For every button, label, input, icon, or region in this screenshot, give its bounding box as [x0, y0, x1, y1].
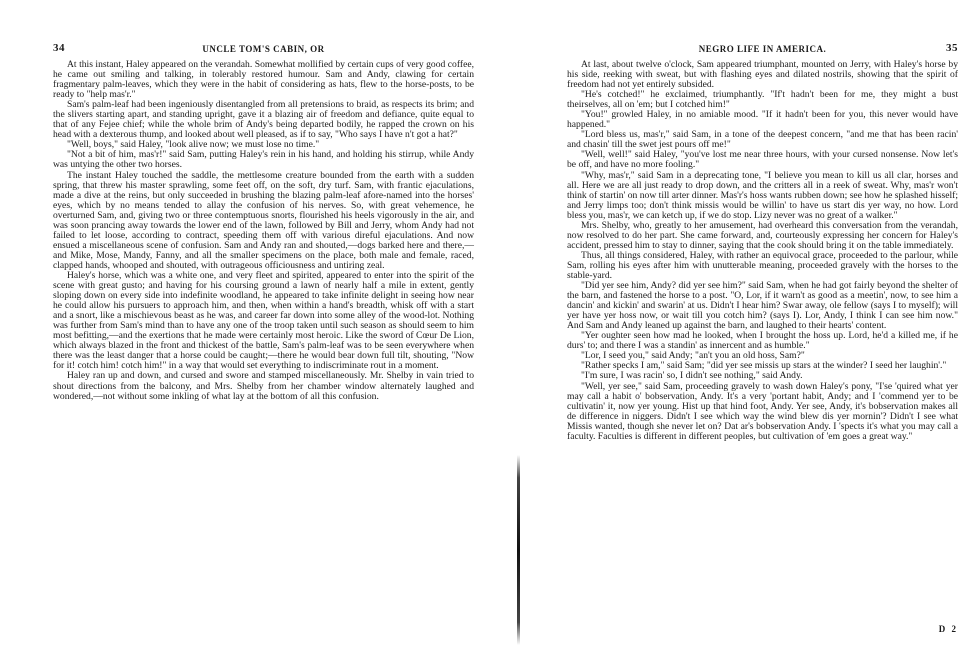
- paragraph: Haley's horse, which was a white one, and very fleet and spirited, appeared to enter into the spirit of the scene with great gusto; and having for his coursing ground a lawn of nearly half a mile in extent, gently sloping down on every side into indefinite woodland, he appeared to take infinite delight in seeing how near he could allow his pursuers to approach him, and then, when within a hand's breadth, whisk off with a start and a snort, like a mischievous beast as he was, and career far down into some alley of the wood-lot. Nothing was further from Sam's mind than to have any one of the troop taken until such season as should seem to him most befitting,—and the exertions that he made were certainly most heroic. Like the sword of Cœur De Lion, which always blazed in the front and thickest of the battle, Sam's palm-leaf was to be seen everywhere when there was the least danger that a horse could be caught;—there he would bear down full tilt, shouting, "Now for it! cotch him! cotch him!" in a way that would set everything to indiscriminate rout in a moment.: [53, 269, 474, 372]
- paragraph: "You!" growled Haley, in no amiable mood. "If it hadn't been for you, this never would have happened.": [567, 109, 958, 131]
- left-running-head: [53, 42, 474, 58]
- paragraph: "Not a bit of him, mas'r!" said Sam, putting Haley's rein in his hand, and holding his stirrup, while Andy was untying the other two horses.: [53, 149, 474, 171]
- paragraph: Haley ran up and down, and cursed and swore and stamped miscellaneously. Mr. Shelby in vain tried to shout directions from the balcony, and Mrs. Shelby from her chamber window alternately laughed and wondered,—not without some inkling of what lay at the bottom of all this confusion.: [53, 370, 474, 402]
- paragraph: "Well, boys," said Haley, "look alive now; we must lose no time.": [67, 139, 320, 151]
- paragraph: "Lor, I seed you," said Andy; "an't you an old hoss, Sam?": [581, 350, 805, 362]
- paragraph: "Did yer see him, Andy? did yer see him?" said Sam, when he had got fairly beyond the shelter of the barn, and fastened the horse to a post. "O, Lor, if it warn't as good as a meetin', now, to see him a dancin' and kickin' and swarin' at us. Didn't I hear him? Swar away, ole fellow (says I to myself); will yer have yer hoss now, or wait till you cotch him? (says I). Lor, Andy, I think I can see him now." And Sam and Andy leaned up against the barn, and laughed to their hearts' content.: [567, 280, 958, 332]
- left-running-title: UNCLE TOM'S CABIN, OR: [202, 44, 325, 54]
- paragraph: "Lord bless us, mas'r," said Sam, in a tone of the deepest concern, "and me that has been racin' and chasin' till the swet jest pours off me!": [567, 129, 958, 151]
- signature-mark: D 2: [938, 624, 958, 634]
- right-page: [490, 0, 980, 667]
- paragraph: "Yer oughter seen how mad he looked, when I brought the hoss up. Lord, he'd a killed me, if he durs' to; and there I was a standin' as innercent and as humble.": [567, 330, 958, 352]
- paragraph: At this instant, Haley appeared on the verandah. Somewhat mollified by certain cups of very good coffee, he came out smiling and talking, in tolerably restored humour. Sam and Andy, clawing for certain fragmentary palm-leaves, which they were in the habit of considering as hats, flew to the horse-posts, to be ready to "help mas'r.": [53, 59, 474, 101]
- paragraph: "Well, yer see," said Sam, proceeding gravely to wash down Haley's pony, "I'se 'quired what yer may call a habit o' bobservation, Andy. It's a very 'portant habit, Andy; and I 'commend yer to be cultivatin' it, now yer young. Hist up that hind foot, Andy. Yer see, Andy, it's bobservation makes all de difference in niggers. Didn't I see which way the wind blew dis yer mornin'? Didn't I see what Missis wanted, though she never let on? Dat ar's bobservation Andy. I 'spects it's what you may call a faculty. Faculties is different in different peoples, but cultivation of 'em goes a great way.": [567, 380, 958, 442]
- paragraph: "He's cotched!" he exclaimed, triumphantly. "If't hadn't been for me, they might a bust theirselves, all on 'em; but I cotched him!": [567, 89, 958, 111]
- paragraph: Mrs. Shelby, who, greatly to her amusement, had overheard this conversation from the verandah, now resolved to do her part. She came forward, and, courteously expressing her concern for Haley's accident, pressed him to stay to dinner, saying that the cook should bring it on the table immediately.: [567, 219, 958, 251]
- right-running-head: [567, 42, 958, 58]
- paragraph: The instant Haley touched the saddle, the mettlesome creature bounded from the earth with a sudden spring, that threw his master sprawling, some feet off, on the soft, dry turf. Sam, with frantic ejaculations, made a dive at the reins, but only succeeded in brushing the blazing palm-leaf afore-named into the horses' eyes, which by no means tended to allay the confusion of his nerves. So, with great vehemence, he overturned Sam, and, giving two or three contemptuous snorts, flourished his heels vigorously in the air, and was soon prancing away towards the lower end of the lawn, followed by Bill and Jerry, whom Andy had not failed to let loose, according to contract, speeding them off with various direful ejaculations. And now ensued a miscellaneous scene of confusion. Sam and Andy ran and shouted,—dogs barked here and there,—and Mike, Mose, Mandy, Fanny, and all the smaller specimens on the place, both male and female, raced, clapped hands, whooped and shouted, with outrageous officiousness and untiring zeal.: [53, 169, 474, 271]
- paragraph: "Rather specks I am," said Sam; "did yer see missis up stars at the winder? I seed her laughin'.": [581, 360, 947, 372]
- paragraph: Sam's palm-leaf had been ingeniously disentangled from all pretensions to braid, as respects its brim; and the slivers starting apart, and standing upright, gave it a blazing air of freedom and defiance, quite equal to that of any Fejee chief; while the whole brim of Andy's being departed bodily, he rapped the crown on his head with a dexterous thump, and looked about well pleased, as if to say, "Who says I have n't got a hat?": [53, 99, 474, 141]
- paragraph: "I'm sure, I was racin' so, I didn't see nothing," said Andy.: [581, 370, 803, 382]
- paragraph: "Well, well!" said Haley, "you've lost me near three hours, with your cursed nonsense. Now let's be off, and have no more fooling.": [567, 149, 958, 171]
- left-text-column: [53, 60, 474, 402]
- paragraph: Thus, all things considered, Haley, with rather an equivocal grace, proceeded to the parlour, while Sam, rolling his eyes after him with unutterable meaning, proceeded gravely with the horses to the stable-yard.: [567, 249, 958, 281]
- right-running-title: NEGRO LIFE IN AMERICA.: [698, 44, 827, 54]
- paragraph: "Why, mas'r," said Sam in a deprecating tone, "I believe you mean to kill us all clar, horses and all. Here we are all just ready to drop down, and the critters all in a reek of sweat. Why, mas'r won't think of startin' on now till arter dinner. Mas'r's hoss wants rubben down; see how he splashed hisself; and Jerry limps too; don't think missis would be willin' to have us start dis yer way, no how. Lord bless you, mas'r, we can ketch up, if we do stop. Lizy never was no great of a walker.": [567, 169, 958, 221]
- paragraph: At last, about twelve o'clock, Sam appeared triumphant, mounted on Jerry, with Haley's horse by his side, reeking with sweat, but with flashing eyes and dilated nostrils, showing that the spirit of freedom had not yet entirely subsided.: [567, 59, 958, 91]
- left-page-number: 34: [53, 42, 65, 54]
- right-text-column: [567, 60, 958, 442]
- right-page-number: 35: [946, 42, 958, 54]
